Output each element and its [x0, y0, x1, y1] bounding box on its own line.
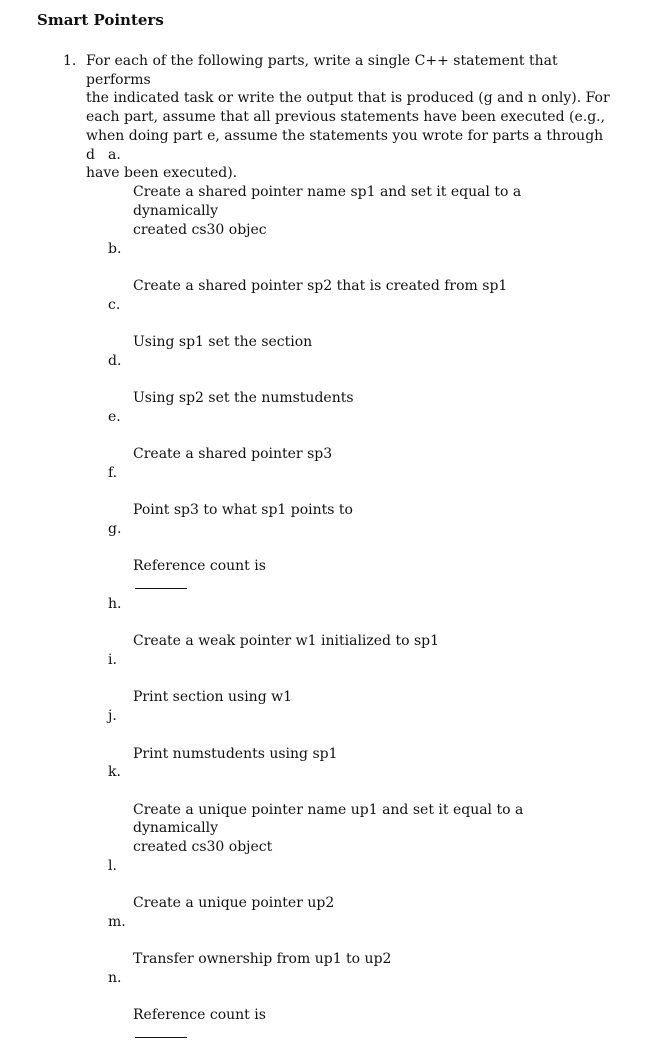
part-text: Create a shared pointer sp3 — [133, 446, 333, 463]
part-text: Create a shared pointer sp2 that is created from sp1 — [133, 277, 508, 294]
part-d — [108, 352, 608, 408]
part-letter: m. — [108, 913, 126, 930]
part-text: Using sp2 set the numstudents — [133, 390, 354, 407]
part-letter: i. — [108, 651, 117, 668]
part-letter: b. — [108, 240, 122, 257]
part-text: Transfer ownership from up1 to up2 — [133, 951, 392, 968]
part-k — [108, 763, 608, 857]
parts-list — [108, 146, 608, 1044]
part-letter: g. — [108, 521, 122, 538]
part-letter: j. — [108, 708, 117, 725]
part-h — [108, 595, 608, 651]
part-text: Reference count is — [133, 1007, 266, 1024]
part-g — [108, 520, 608, 595]
part-a — [108, 146, 608, 240]
part-text: Reference count is — [133, 558, 266, 575]
part-m — [108, 913, 608, 969]
part-l — [108, 857, 608, 913]
part-letter: f. — [108, 464, 118, 481]
part-text: Print section using w1 — [133, 689, 292, 706]
part-text: Create a unique pointer name up1 and set it equal to a dynamically created cs30 object — [133, 801, 524, 856]
question-text: For each of the following parts, write a single C++ statement that performs the indicated task or write the output that is produced (g and n only). For each part, assume that all previous statements have been executed (e.g., when doing part e, assume the statements you wrote for parts a through d have been executed). — [86, 53, 610, 182]
part-f — [108, 464, 608, 520]
part-j — [108, 707, 608, 763]
part-letter: k. — [108, 764, 121, 781]
part-b — [108, 240, 608, 296]
part-text: Using sp1 set the section — [133, 334, 313, 351]
part-text: Create a weak pointer w1 initialized to sp1 — [133, 633, 440, 650]
part-letter: e. — [108, 408, 121, 425]
answer-blank — [135, 576, 187, 589]
part-letter: d. — [108, 352, 122, 369]
part-letter: n. — [108, 969, 122, 986]
question-number: 1. — [63, 53, 77, 69]
part-text: Create a unique pointer up2 — [133, 895, 335, 912]
part-text: Point sp3 to what sp1 points to — [133, 502, 353, 519]
part-letter: h. — [108, 595, 122, 612]
part-letter: a. — [108, 147, 121, 163]
part-c — [108, 296, 608, 352]
part-e — [108, 408, 608, 464]
part-letter: c. — [108, 296, 121, 313]
part-text: Print numstudents using sp1 — [133, 745, 338, 762]
part-letter: l. — [108, 857, 117, 874]
part-text: Create a shared pointer name sp1 and set it equal to a dynamically created cs30 objec — [133, 184, 522, 238]
page-title: Smart Pointers — [37, 11, 164, 29]
part-n — [108, 969, 608, 1044]
answer-blank — [135, 1025, 187, 1038]
part-i — [108, 651, 608, 707]
